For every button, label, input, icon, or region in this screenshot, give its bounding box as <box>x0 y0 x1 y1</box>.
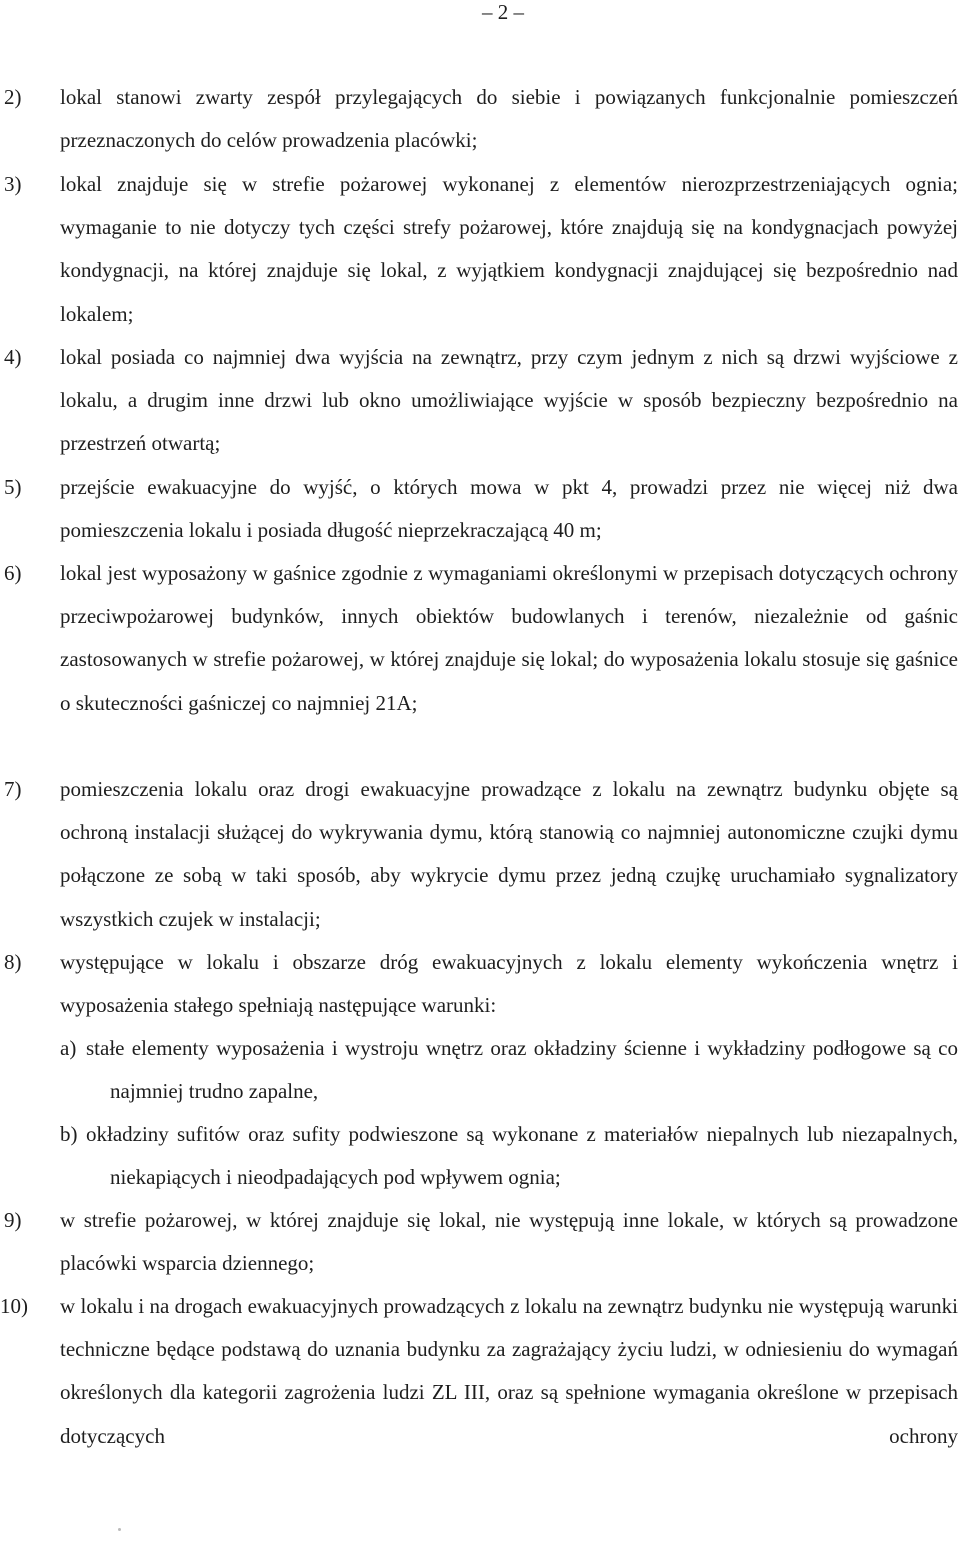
sub-item-letter: a) <box>60 1036 77 1060</box>
list-item-number: 2) <box>4 85 22 109</box>
list-item-number: 7) <box>4 777 22 801</box>
list-item-number: 10) <box>0 1294 28 1318</box>
sub-item-b <box>0 1113 958 1199</box>
list-item-4 <box>0 336 958 466</box>
list-item-7 <box>0 768 958 941</box>
list-item-text: występujące w lokalu i obszarze dróg ewakuacyjnych z lokalu elementy wykończenia wnętrz i wyposażenia stałego spełniają następujące warunki: <box>60 950 958 1018</box>
scan-speck <box>118 1528 121 1531</box>
list-item-8 <box>0 941 958 1027</box>
list-item-text: w lokalu i na drogach ewakuacyjnych prowadzących z lokalu na zewnątrz budynku nie występują warunki techniczne będące podstawą do uznania budynku za zagrażający życiu ludzi, w odniesieniu do wymagań określonych dla kategorii zagrożenia ludzi ZL III, oraz są spełnione wymagania określone w przepisach dotyczących ochrony <box>60 1294 958 1448</box>
list-item-text: lokal posiada co najmniej dwa wyjścia na zewnątrz, przy czym jednym z nich są drzwi wyjściowe z lokalu, a drugim inne drzwi lub okno umożliwiające wyjście w sposób bezpieczny bezpośrednio na przestrzeń otwartą; <box>60 345 958 456</box>
list-item-10 <box>0 1285 958 1458</box>
list-item-number: 4) <box>4 345 22 369</box>
list-item-text: pomieszczenia lokalu oraz drogi ewakuacyjne prowadzące z lokalu na zewnątrz budynku objęte są ochroną instalacji służącej do wykrywania dymu, którą stanowią co najmniej autonomiczne czujki dymu połączone ze sobą w taki sposób, aby wykrycie dymu przez jedną czujkę uruchamiało sygnalizatory wszystkich czujek w instalacji; <box>60 777 958 931</box>
sub-item-a <box>0 1027 958 1113</box>
list-item-9 <box>0 1199 958 1285</box>
sub-item-text: stałe elementy wyposażenia i wystroju wnętrz oraz okładziny ścienne i wykładziny podłogowe są co najmniej trudno zapalne, <box>86 1036 958 1104</box>
list-item-text: przejście ewakuacyjne do wyjść, o których mowa w pkt 4, prowadzi przez nie więcej niż dwa pomieszczenia lokalu i posiada długość nieprzekraczającą 40 m; <box>60 475 958 543</box>
list-item-number: 5) <box>4 475 22 499</box>
sub-item-text: okładziny sufitów oraz sufity podwieszone są wykonane z materiałów niepalnych lub niezapalnych, niekapiących i nieodpadających pod wpływem ognia; <box>86 1122 958 1190</box>
list-item-text: lokal stanowi zwarty zespół przylegających do siebie i powiązanych funkcjonalnie pomieszczeń przeznaczonych do celów prowadzenia placówki; <box>60 85 958 153</box>
list-item-text: w strefie pożarowej, w której znajduje się lokal, nie występują inne lokale, w których są prowadzone placówki wsparcia dziennego; <box>60 1208 958 1276</box>
list-item-number: 3) <box>4 172 22 196</box>
page-number: – 2 – <box>482 0 524 24</box>
list-item-number: 8) <box>4 950 22 974</box>
list-item-2 <box>0 76 958 162</box>
list-item-number: 9) <box>4 1208 22 1232</box>
sub-item-letter: b) <box>60 1122 78 1146</box>
list-item-text: lokal znajduje się w strefie pożarowej wykonanej z elementów nierozprzestrzeniających ognia; wymaganie to nie dotyczy tych części strefy pożarowej, które znajdują się na kondygnacjach powyżej kondygnacji, na której znajduje się lokal, z wyjątkiem kondygnacji znajdującej się bezpośrednio nad lokalem; <box>60 172 958 326</box>
list-item-text: lokal jest wyposażony w gaśnice zgodnie z wymaganiami określonymi w przepisach dotyczących ochrony przeciwpożarowej budynków, innych obiektów budowlanych i terenów, niezależnie od gaśnic zastosowanych w strefie pożarowej, w której znajduje się lokal; do wyposażenia lokalu stosuje się gaśnice o skuteczności gaśniczej co najmniej 21A; <box>60 561 958 715</box>
list-item-5 <box>0 466 958 552</box>
list-item-6 <box>0 552 958 725</box>
list-item-number: 6) <box>4 561 22 585</box>
list-item-3 <box>0 163 958 336</box>
